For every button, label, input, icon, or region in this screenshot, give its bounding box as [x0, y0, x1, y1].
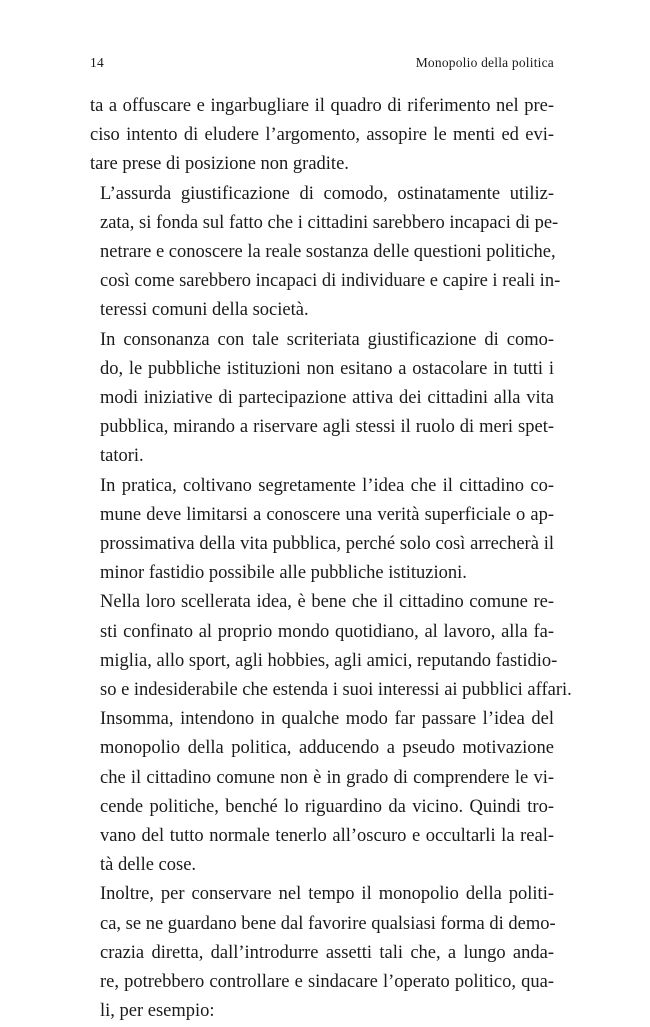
- text-line: zata, si fonda sul fatto che i cittadini sarebbero incapaci di pe-: [100, 212, 559, 233]
- text-line: Nella loro scellerata idea, è bene che il cittadino comune re-: [100, 592, 554, 613]
- body-text: [90, 92, 572, 1027]
- text-line: ciso intento di eludere l’argomento, assopire le menti ed evi-: [90, 125, 554, 146]
- text-line: sti confinato al proprio mondo quotidiano, al lavoro, alla fa-: [100, 621, 554, 642]
- paragraph: [90, 880, 554, 1026]
- text-line: crazia diretta, dall’introdurre assetti tali che, a lungo anda-: [100, 942, 554, 963]
- text-line: tà delle cose.: [100, 855, 197, 876]
- text-line: monopolio della politica, adducendo a pseudo motivazione: [100, 738, 554, 759]
- text-line: ca, se ne guardano bene dal favorire qualsiasi forma di demo-: [100, 913, 556, 934]
- text-line: tatori.: [100, 446, 144, 467]
- paragraph: [90, 326, 554, 472]
- text-line: tare prese di posizione non gradite.: [90, 154, 349, 175]
- text-line: ta a offuscare e ingarbugliare il quadro di riferimento nel pre-: [90, 96, 554, 116]
- page-number: 14: [90, 55, 104, 70]
- text-line: so e indesiderabile che estenda i suoi interessi ai pubblici affari.: [100, 680, 572, 701]
- paragraph: [90, 180, 561, 326]
- text-line: minor fastidio possibile alle pubbliche istituzioni.: [100, 563, 467, 584]
- text-line: pubblica, mirando a riservare agli stessi il ruolo di meri spet-: [100, 417, 554, 438]
- text-line: Inoltre, per conservare nel tempo il monopolio della politi-: [100, 884, 554, 905]
- text-line: netrare e conoscere la reale sostanza delle questioni politiche,: [100, 242, 556, 263]
- paragraph: [90, 705, 554, 880]
- paragraph: [90, 92, 554, 180]
- running-title: Monopolio della politica: [415, 55, 554, 70]
- text-line: vano del tutto normale tenerlo all’oscuro e occultarli la real-: [100, 826, 554, 847]
- text-line: Insomma, intendono in qualche modo far passare l’idea del: [100, 709, 554, 730]
- text-line: modi iniziative di partecipazione attiva dei cittadini alla vita: [100, 388, 554, 409]
- text-line: mune deve limitarsi a conoscere una verità superficiale o ap-: [100, 504, 554, 525]
- running-head: [90, 55, 554, 75]
- text-line: teressi comuni della società.: [100, 300, 309, 321]
- text-line: cende politiche, benché lo riguardino da vicino. Quindi tro-: [100, 796, 554, 817]
- text-line: miglia, allo sport, agli hobbies, agli amici, reputando fastidio-: [100, 650, 558, 671]
- text-line: re, potrebbero controllare e sindacare l’operato politico, qua-: [100, 972, 554, 993]
- paragraph: [90, 472, 554, 589]
- text-line: do, le pubbliche istituzioni non esitano a ostacolare in tutti i: [100, 358, 554, 379]
- text-line: così come sarebbero incapaci di individuare e capire i reali in-: [100, 271, 561, 292]
- text-line: prossimativa della vita pubblica, perché solo così arrecherà il: [100, 534, 554, 555]
- text-line: In pratica, coltivano segretamente l’idea che il cittadino co-: [100, 475, 554, 496]
- text-line: li, per esempio:: [100, 1001, 215, 1022]
- text-line: che il cittadino comune non è in grado di comprendere le vi-: [100, 767, 554, 788]
- text-line: In consonanza con tale scriteriata giustificazione di como-: [100, 329, 554, 350]
- text-line: L’assurda giustificazione di comodo, ostinatamente utiliz-: [100, 183, 554, 204]
- paragraph: [90, 588, 572, 705]
